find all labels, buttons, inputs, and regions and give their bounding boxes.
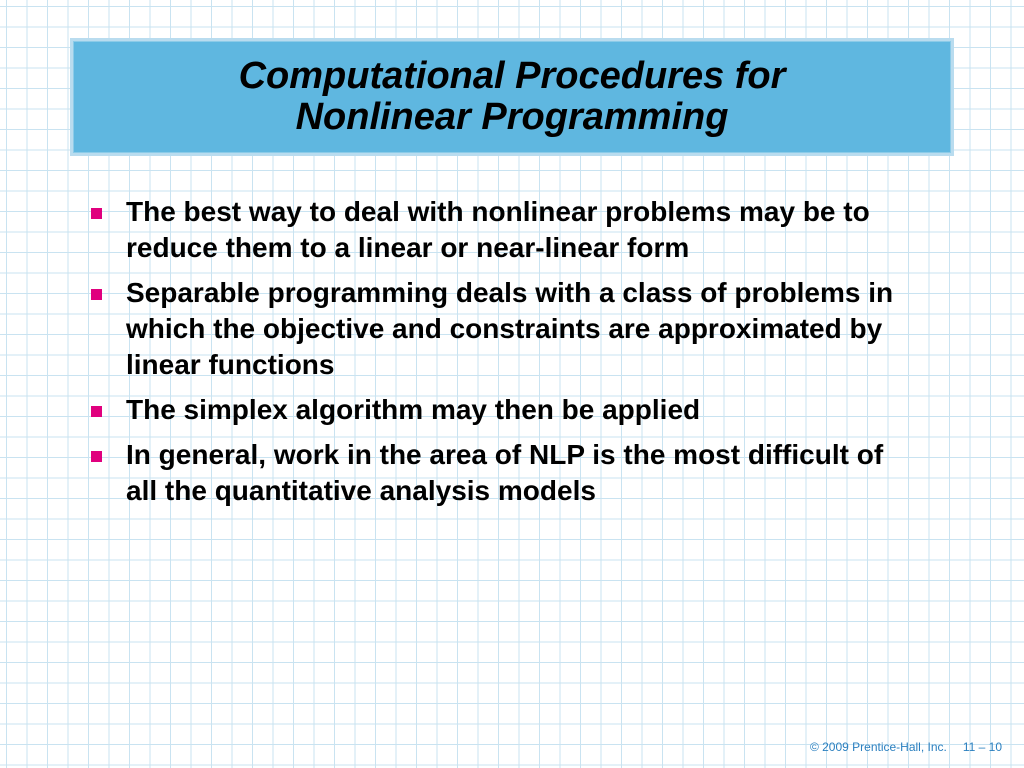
page-number: 11 – 10 xyxy=(962,740,1002,754)
copyright-text: © 2009 Prentice-Hall, Inc. xyxy=(809,740,947,754)
bullet-text: Separable programming deals with a class of problems in which the objective and constraints are approximated by linear functions xyxy=(126,277,894,380)
bullet-item xyxy=(88,275,918,383)
square-bullet-icon xyxy=(91,208,102,219)
bullet-text: The simplex algorithm may then be applied xyxy=(126,394,701,425)
slide-title xyxy=(239,56,786,138)
bullet-text: The best way to deal with nonlinear problems may be to reduce them to a linear or near-linear form xyxy=(126,196,870,263)
bullet-item xyxy=(88,437,918,509)
title-box xyxy=(70,38,954,156)
slide-footer xyxy=(810,740,1002,754)
slide-title-line-2: Nonlinear Programming xyxy=(295,96,729,138)
bullet-list xyxy=(88,194,918,518)
square-bullet-icon xyxy=(91,451,102,462)
bullet-item xyxy=(88,194,918,266)
slide-title-line-1: Computational Procedures for xyxy=(238,55,786,97)
square-bullet-icon xyxy=(91,289,102,300)
bullet-text: In general, work in the area of NLP is the most difficult of all the quantitative analysis models xyxy=(126,439,884,506)
bullet-item xyxy=(88,392,918,428)
square-bullet-icon xyxy=(91,406,102,417)
